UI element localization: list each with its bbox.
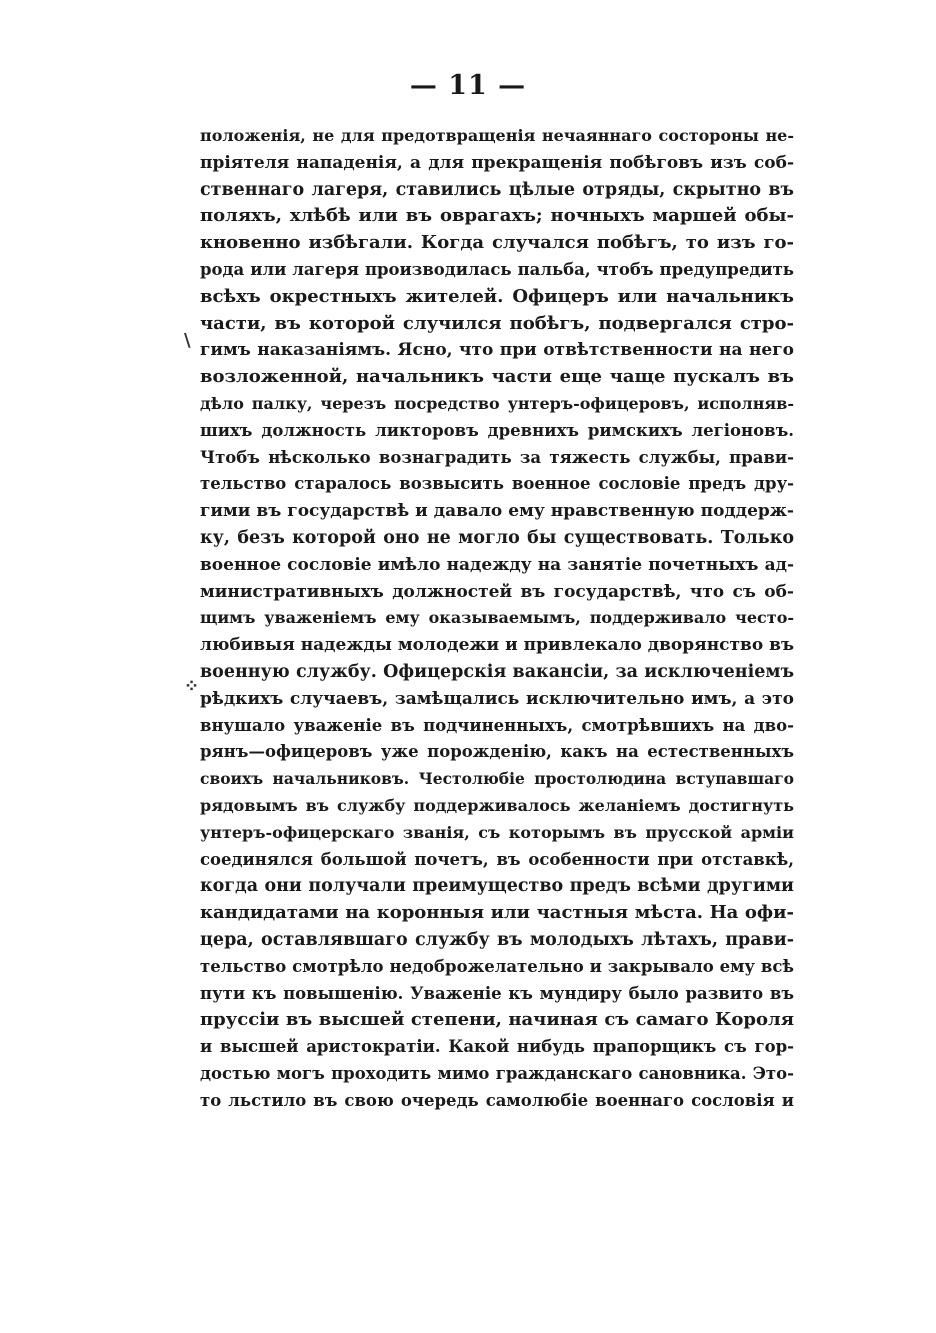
text-line: достью могъ проходить мимо гражданскаго сановника. Это- (200, 1063, 794, 1083)
text-line: рѣдкихъ случаевъ, замѣщались исключительно имъ, а это (200, 688, 794, 709)
text-line: военную службу. Офицерскія вакансіи, за исключеніемъ (200, 661, 794, 682)
text-line: ку, безъ которой оно не могло бы существовать. Только (200, 527, 794, 548)
text-line: рянъ—офицеровъ уже порожденію, какъ на естественныхъ (200, 742, 794, 762)
text-line: соединялся большой почетъ, въ особенности при отставкѣ, (200, 849, 794, 869)
page-number: — 11 — (409, 70, 527, 101)
text-line: дѣло палку, черезъ посредство унтеръ-офицеровъ, исполняв- (200, 393, 794, 413)
text-line: части, въ которой случился побѣгъ, подвергался стро- (200, 312, 794, 334)
margin-mark: \ (184, 330, 191, 351)
body-text (200, 123, 794, 1114)
text-line: тельство смотрѣло недоброжелательно и закрывало ему всѣ (200, 956, 794, 976)
text-line: пріятеля нападенія, а для прекращенія побѣговъ изъ соб- (200, 152, 794, 173)
text-line: и высшей аристократіи. Какой нибудь прапорщикъ съ гор- (200, 1037, 794, 1057)
text-line: тельство старалось возвысить военное сословіе предъ дру- (200, 474, 794, 494)
text-line: кандидатами на коронныя или частныя мѣста. На офи- (200, 902, 794, 924)
margin-mark: ⁘ (184, 676, 200, 697)
text-line: цера, оставлявшаго службу въ молодыхъ лѣтахъ, прави- (200, 929, 794, 950)
text-line: рядовымъ въ службу поддерживалось желаніемъ достигнуть (200, 795, 794, 815)
text-line: внушало уваженіе въ подчиненныхъ, смотрѣвшихъ на дво- (200, 715, 794, 735)
text-line: гими въ государствѣ и давало ему нравственную поддерж- (200, 501, 794, 522)
text-line: унтеръ-офицерскаго званія, съ которымъ въ прусской арміи (200, 822, 794, 842)
text-line: гимъ наказаніямъ. Ясно, что при отвѣтственности на него (200, 340, 794, 361)
text-line: пути къ повышенію. Уваженіе къ мундиру было развито въ (200, 983, 794, 1003)
text-line: пруссіи въ высшей степени, начиная съ самаго Короля (200, 1009, 794, 1031)
text-line: рода или лагеря производилась пальба, чтобъ предупредить (200, 259, 794, 279)
text-line: Чтобъ нѣсколько вознаградить за тяжесть службы, прави- (200, 447, 794, 467)
text-line: министративныхъ должностей въ государствѣ, что съ об- (200, 581, 794, 602)
text-line: щимъ уваженіемъ ему оказываемымъ, поддерживало често- (200, 608, 794, 628)
text-line: всѣхъ окрестныхъ жителей. Офицеръ или начальникъ (200, 285, 794, 307)
text-line: своихъ начальниковъ. Честолюбіе простолюдина вступавшаго (200, 769, 794, 789)
text-line: когда они получали преимущество предъ всѣми другими (200, 876, 794, 897)
text-line: военное сословіе имѣло надежду на занятіе почетныхъ ад- (200, 554, 794, 575)
text-line: любивыя надежды молодежи и привлекало дворянство въ (200, 635, 794, 656)
text-line: положенія, не для предотвращенія нечаяннаго состороны не- (200, 126, 794, 145)
text-line: шихъ должность ликторовъ древнихъ римскихъ легіоновъ. (200, 420, 794, 440)
text-line: кновенно избѣгали. Когда случался побѣгъ, то изъ го- (200, 232, 794, 254)
text-line: то льстило въ свою очередь самолюбіе военнаго сословія и (200, 1090, 794, 1110)
text-line: поляхъ, хлѣбѣ или въ оврагахъ; ночныхъ маршей обы- (200, 205, 794, 227)
text-line: возложенной, начальникъ части еще чаще пускалъ въ (200, 366, 794, 388)
text-line: ственнаго лагеря, ставились цѣлые отряды, скрытно въ (200, 179, 794, 200)
